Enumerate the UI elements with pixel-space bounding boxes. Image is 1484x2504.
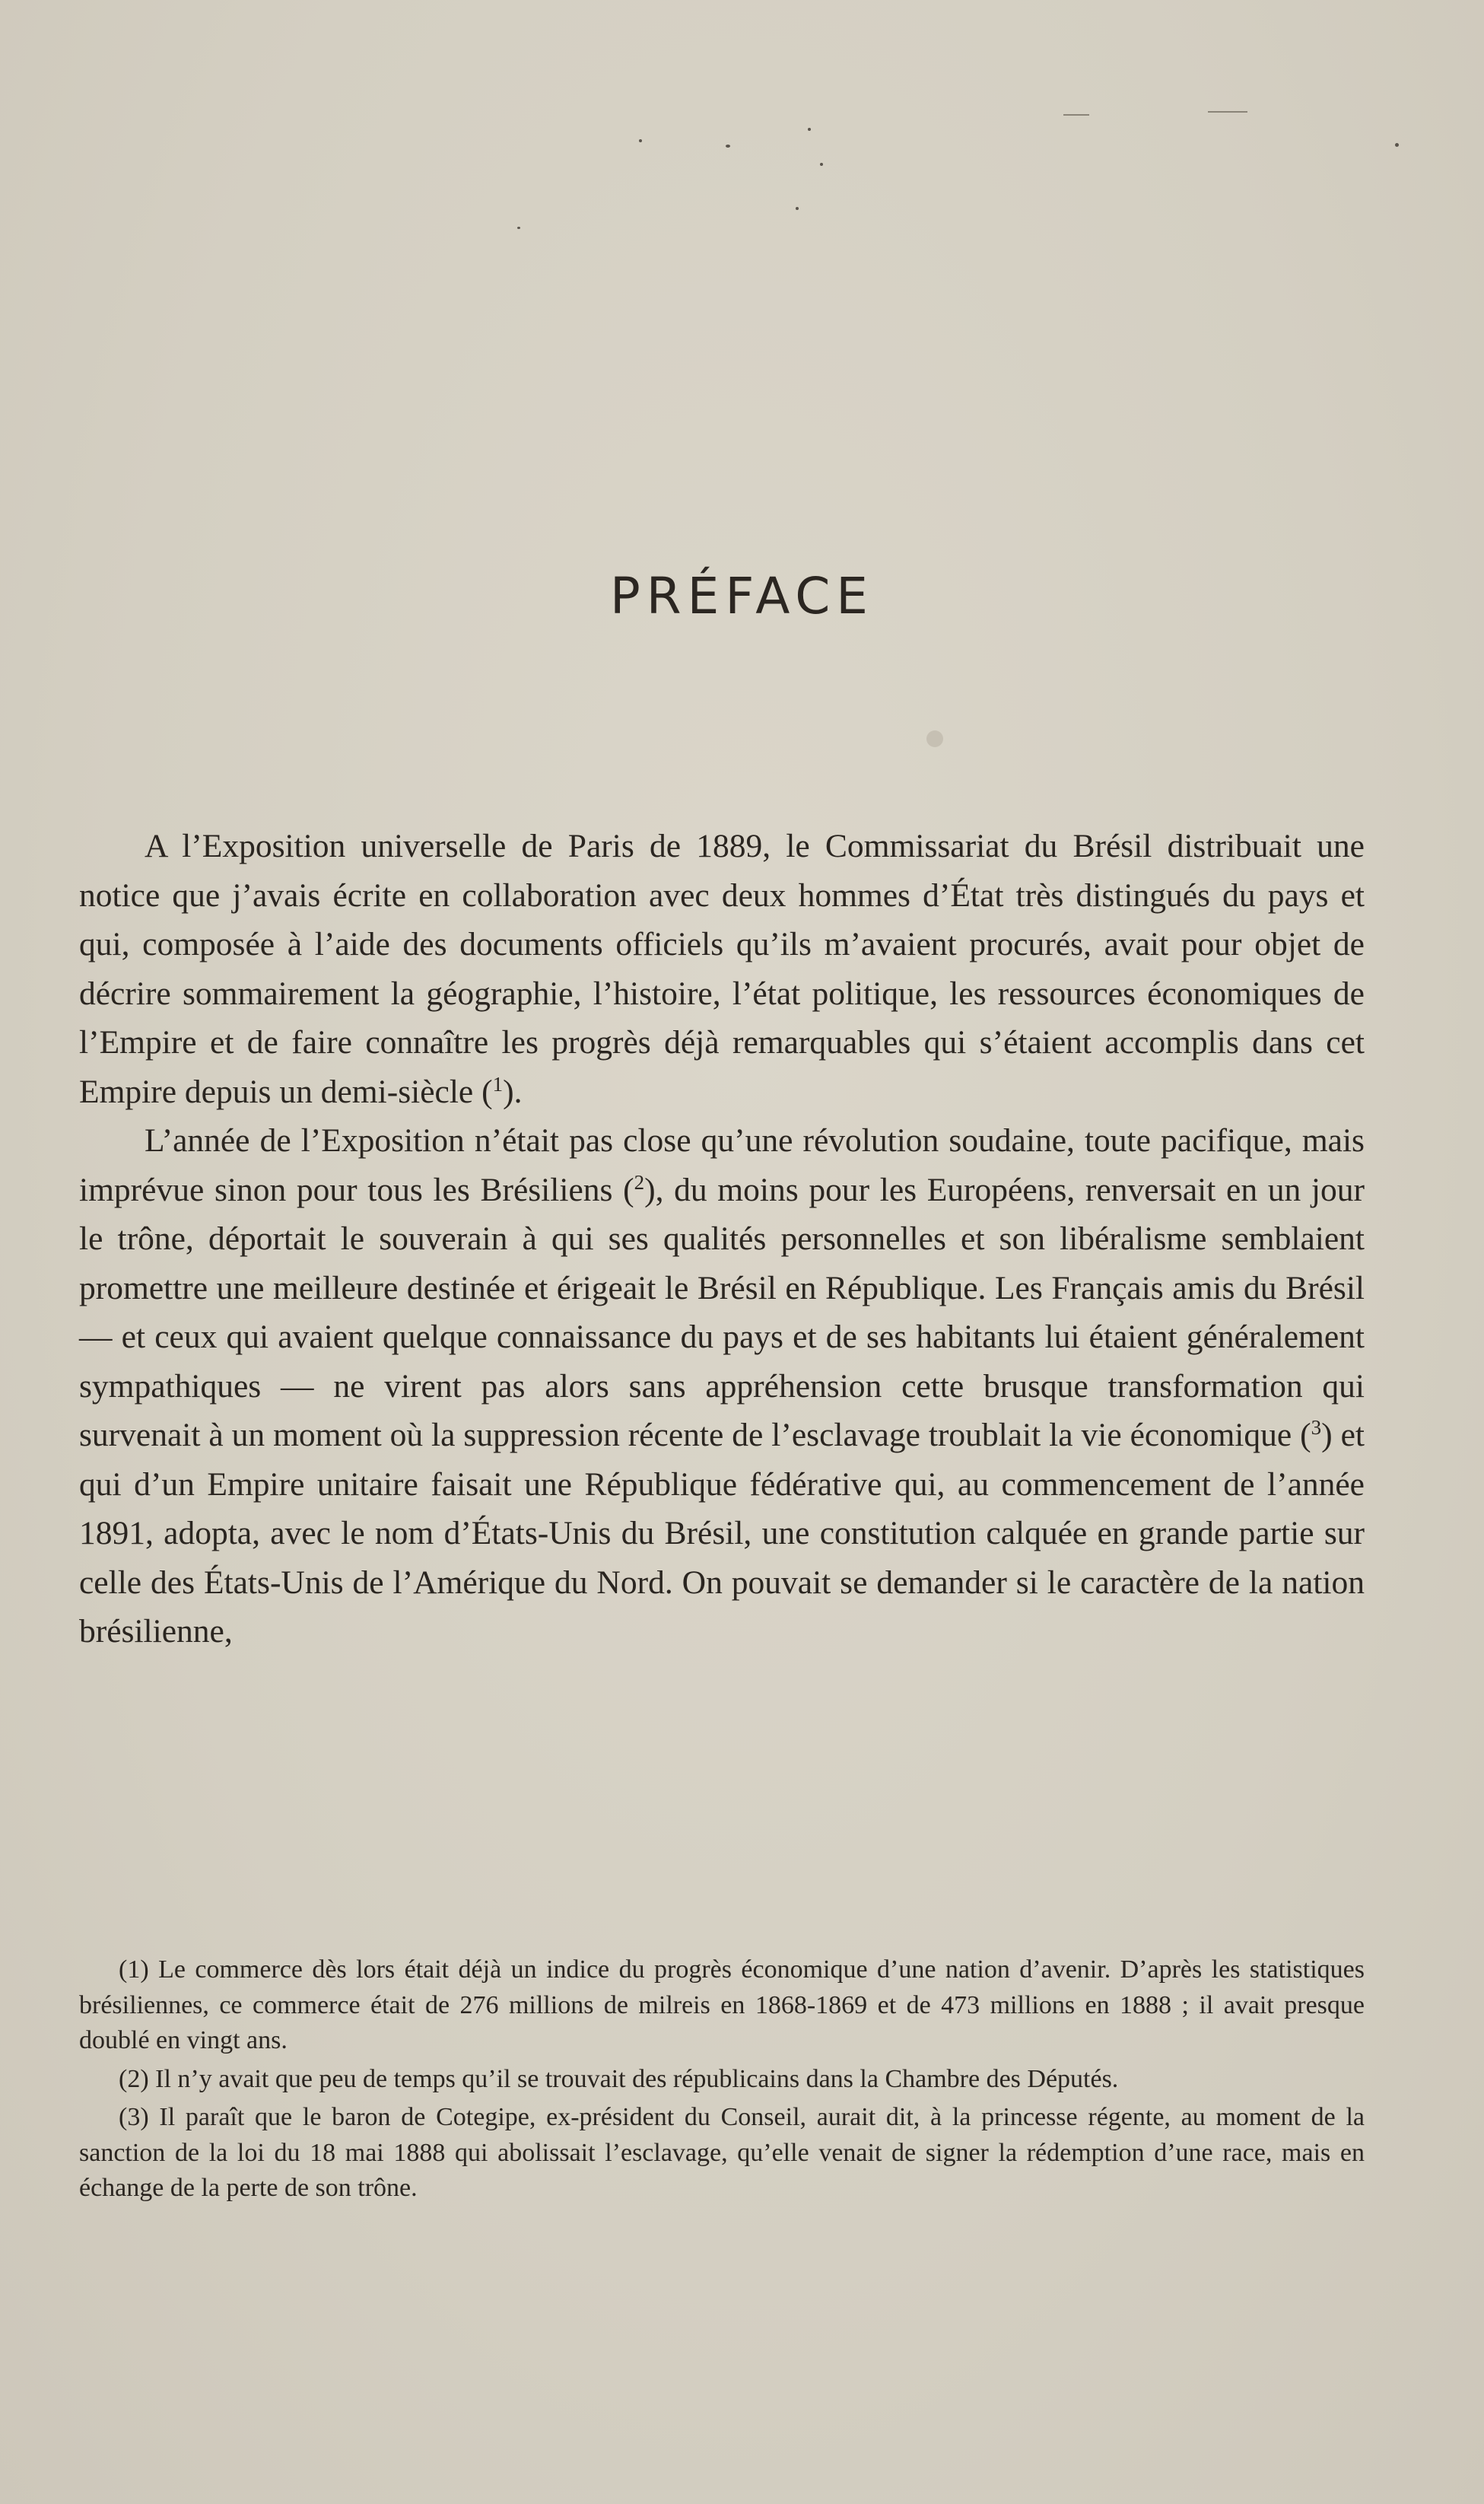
footnote-text: Il paraît que le baron de Cotegipe, ex-président du Conseil, aurait dit, à la princesse régente, au moment de la sanction de la loi du 18 mai 1888 qui abolissait l’esclavage, qu’elle venait de signer la rédemption d’une race, mais en échange de la perte de son trône. [79,2103,1365,2202]
footnote [79,1952,1365,2059]
footnote-marker: (2) [119,2064,149,2093]
paper-speck [926,730,943,747]
paragraph-text: L’année de l’Exposition n’était pas close qu’une révolution soudaine, toute pacifique, mais imprévue sinon pour tous les Brésiliens [79,1122,1365,1208]
paper-speck [796,207,799,210]
paragraph [79,822,1365,1116]
paragraph-text: et qui d’un Empire unitaire faisait une République fédérative qui, au commencement de l’année 1891, adopta, avec le nom d’États-Unis du Brésil, une constitution calquée en grande partie sur celle des États-Unis de l’Amérique du Nord. On pouvait se demander si le caractère de la nation brésilienne, [79,1417,1365,1650]
footnote-text: Il n’y avait que peu de temps qu’il se trouvait des républicains dans la Chambre des Députés. [155,2064,1119,2093]
paper-mark [1208,111,1247,113]
paper-speck [517,227,520,229]
paragraph-text: , du moins pour les Européens, renversait en un jour le trône, déportait le souverain à qui ses qualités personnelles et son libéralisme semblaient promettre une meilleure destinée et érigeait le Brésil en République. Les Français amis du Brésil — et ceux qui avaient quelque connaissance du pays et de ses habitants lui étaient généralement sympathiques — ne virent pas alors sans appréhension cette brusque transformation qui survenait à un moment où la suppression récente de l’esclavage troublait la vie économique [79,1171,1365,1453]
footnote-marker: (3) [119,2103,149,2131]
footnote-text: Le commerce dès lors était déjà un indice du progrès économique d’une nation d’avenir. D’après les statistiques brésiliennes, ce commerce était de 276 millions de milreis en 1868-1869 et de 473 millions en 1888 ; il avait presque doublé en vingt ans. [79,1955,1365,2054]
paper-speck [1395,143,1399,147]
paper-speck [820,163,823,166]
footnote-ref: ($^3$) [1300,1416,1333,1453]
footnote-marker: (1) [119,1955,149,1984]
paper-speck [639,139,642,142]
page-title: PRÉFACE [609,567,875,625]
paragraph-text: A l’Exposition universelle de Paris de 1889, le Commissariat du Brésil distribuait une notice que j’avais écrite en collaboration avec deux hommes d’État très distingués du pays et qui, composée à l’aide des documents officiels qu’ils m’avaient procurés, avait pour objet de décrire sommairement la géographie, l’histoire, l’état politique, les ressources économiques de l’Empire et de faire connaître les progrès déjà remarquables qui s’étaient accomplis dans cet Empire depuis un demi-siècle [79,828,1365,1110]
paper-mark [1063,114,1089,116]
paragraph-text: . [513,1073,523,1110]
footnotes [79,1952,1365,2210]
footnote [79,2100,1365,2207]
footnote-ref: ($^2$) [623,1170,656,1208]
paper-speck [808,128,811,131]
footnote-ref: ($^1$) [481,1072,514,1110]
paragraph [79,1116,1365,1656]
footnote [79,2062,1365,2098]
paper-speck [726,145,730,148]
body-text [79,822,1365,1656]
